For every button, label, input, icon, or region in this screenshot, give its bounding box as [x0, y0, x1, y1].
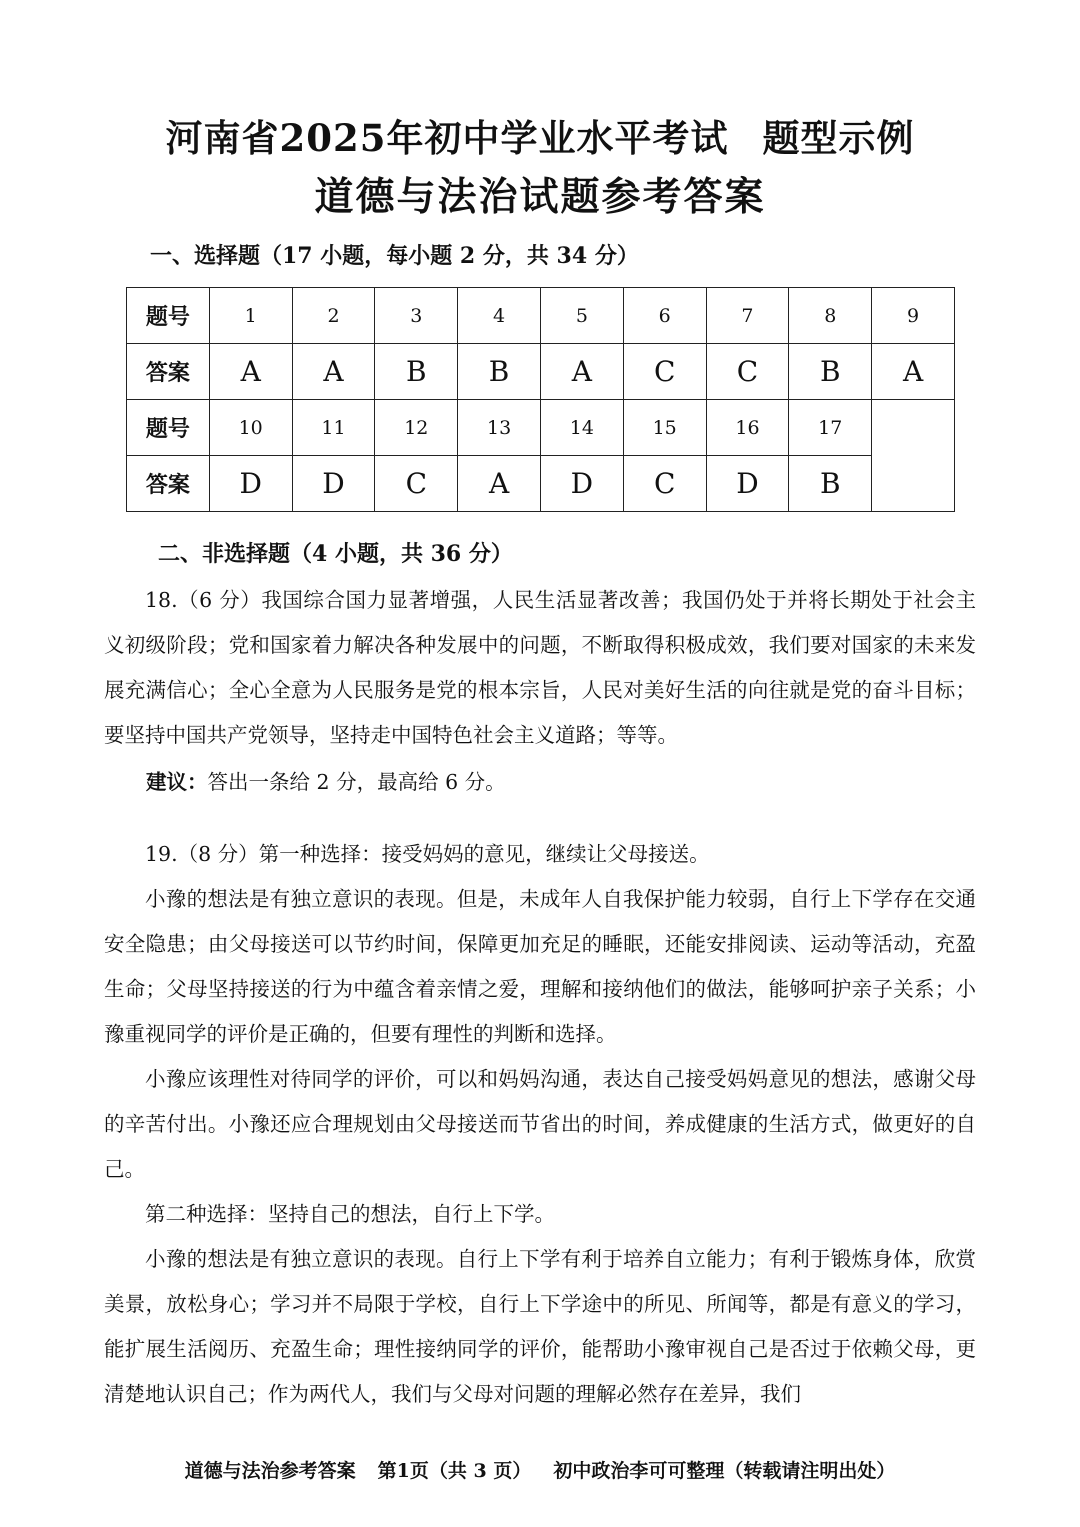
question-number: 16 [706, 400, 789, 456]
page-subtitle: 道德与法治试题参考答案 [314, 174, 766, 220]
question-number: 15 [623, 400, 706, 456]
q19-paragraph: 小豫的想法是有独立意识的表现。自行上下学有利于培养自立能力；有利于锻炼身体，欣赏美景，放松身心；学习并不局限于学校，自行上下学途中的所见、所闻等，都是有意义的学习，能扩展生活阅历、充盈生命；理性接纳同学的评价，能帮助小豫审视自己是否过于依赖父母，更清楚地认识自己；作为两代人，我们与父母对问题的理解必然存在差异，我们 [104, 1247, 976, 1406]
answer-table [126, 287, 955, 512]
question-number: 3 [375, 288, 458, 344]
answer-letter: D [292, 456, 375, 512]
question-number: 17 [789, 400, 872, 456]
label-number: 题号 [127, 400, 210, 456]
question-number: 14 [540, 400, 623, 456]
section1-heading: 一、选择题（17 小题，每小题 2 分，共 34 分） [150, 243, 639, 269]
table-row [127, 344, 955, 400]
answer-letter: D [706, 456, 789, 512]
question-number: 9 [872, 288, 955, 344]
question-number: 13 [458, 400, 541, 456]
section2-heading: 二、非选择题（4 小题，共 36 分） [158, 541, 513, 567]
label-answer: 答案 [127, 456, 210, 512]
footer-doc-name: 道德与法治参考答案 [184, 1460, 356, 1482]
page-footer [0, 1456, 1080, 1486]
answer-letter: A [458, 456, 541, 512]
q18-text: 18.（6 分）我国综合国力显著增强，人民生活显著改善；我国仍处于并将长期处于社会主义初级阶段；党和国家着力解决各种发展中的问题，不断取得积极成效，我们要对国家的未来发展充满信心；全心全意为人民服务是党的根本宗旨，人民对美好生活的向往就是党的奋斗目标；要坚持中国共产党领导，坚持走中国特色社会主义道路；等等。 [104, 588, 976, 747]
answer-letter: C [706, 344, 789, 400]
empty-cell [872, 400, 955, 512]
answer-letter: B [789, 344, 872, 400]
answer-letter: A [872, 344, 955, 400]
question-number: 11 [292, 400, 375, 456]
page-title [0, 112, 1080, 164]
q19-answer [104, 832, 976, 1417]
answer-letter: B [375, 344, 458, 400]
question-number: 10 [209, 400, 292, 456]
answer-letter: D [209, 456, 292, 512]
q19-intro: 19.（8 分）第一种选择：接受妈妈的意见，继续让父母接送。 [145, 842, 710, 866]
title-exam-name: 河南省2025年初中学业水平考试 [165, 116, 729, 160]
question-number: 1 [209, 288, 292, 344]
answer-letter: B [458, 344, 541, 400]
tip-text: 答出一条给 2 分，最高给 6 分。 [207, 770, 506, 794]
answer-letter: A [209, 344, 292, 400]
footer-page-number: 第1页（共 3 页） [377, 1460, 532, 1482]
question-number: 2 [292, 288, 375, 344]
q19-paragraph: 小豫的想法是有独立意识的表现。但是，未成年人自我保护能力较弱，自行上下学存在交通安全隐患；由父母接送可以节约时间，保障更加充足的睡眠，还能安排阅读、运动等活动，充盈生命；父母坚持接送的行为中蕴含着亲情之爱，理解和接纳他们的做法，能够呵护亲子关系；小豫重视同学的评价是正确的，但要有理性的判断和选择。 [104, 887, 976, 1046]
q19-choice2: 第二种选择：坚持自己的想法，自行上下学。 [145, 1202, 555, 1226]
question-number: 12 [375, 400, 458, 456]
q18-scoring-tip [146, 764, 506, 800]
table-row [127, 400, 955, 456]
answer-letter: C [623, 456, 706, 512]
title-exam-type: 题型示例 [762, 116, 915, 160]
question-number: 5 [540, 288, 623, 344]
table-row [127, 288, 955, 344]
footer-credit: 初中政治李可可整理（转载请注明出处） [553, 1460, 896, 1482]
question-number: 4 [458, 288, 541, 344]
q19-paragraph: 小豫应该理性对待同学的评价，可以和妈妈沟通，表达自己接受妈妈意见的想法，感谢父母的辛苦付出。小豫还应合理规划由父母接送而节省出的时间，养成健康的生活方式，做更好的自己。 [104, 1067, 976, 1181]
label-answer: 答案 [127, 344, 210, 400]
answer-letter: A [292, 344, 375, 400]
table-row [127, 456, 955, 512]
answer-letter: C [375, 456, 458, 512]
answer-letter: B [789, 456, 872, 512]
answer-letter: A [540, 344, 623, 400]
question-number: 6 [623, 288, 706, 344]
question-number: 8 [789, 288, 872, 344]
q18-answer [104, 578, 976, 758]
answer-letter: D [540, 456, 623, 512]
answer-letter: C [623, 344, 706, 400]
label-number: 题号 [127, 288, 210, 344]
question-number: 7 [706, 288, 789, 344]
tip-label: 建议： [146, 770, 208, 794]
